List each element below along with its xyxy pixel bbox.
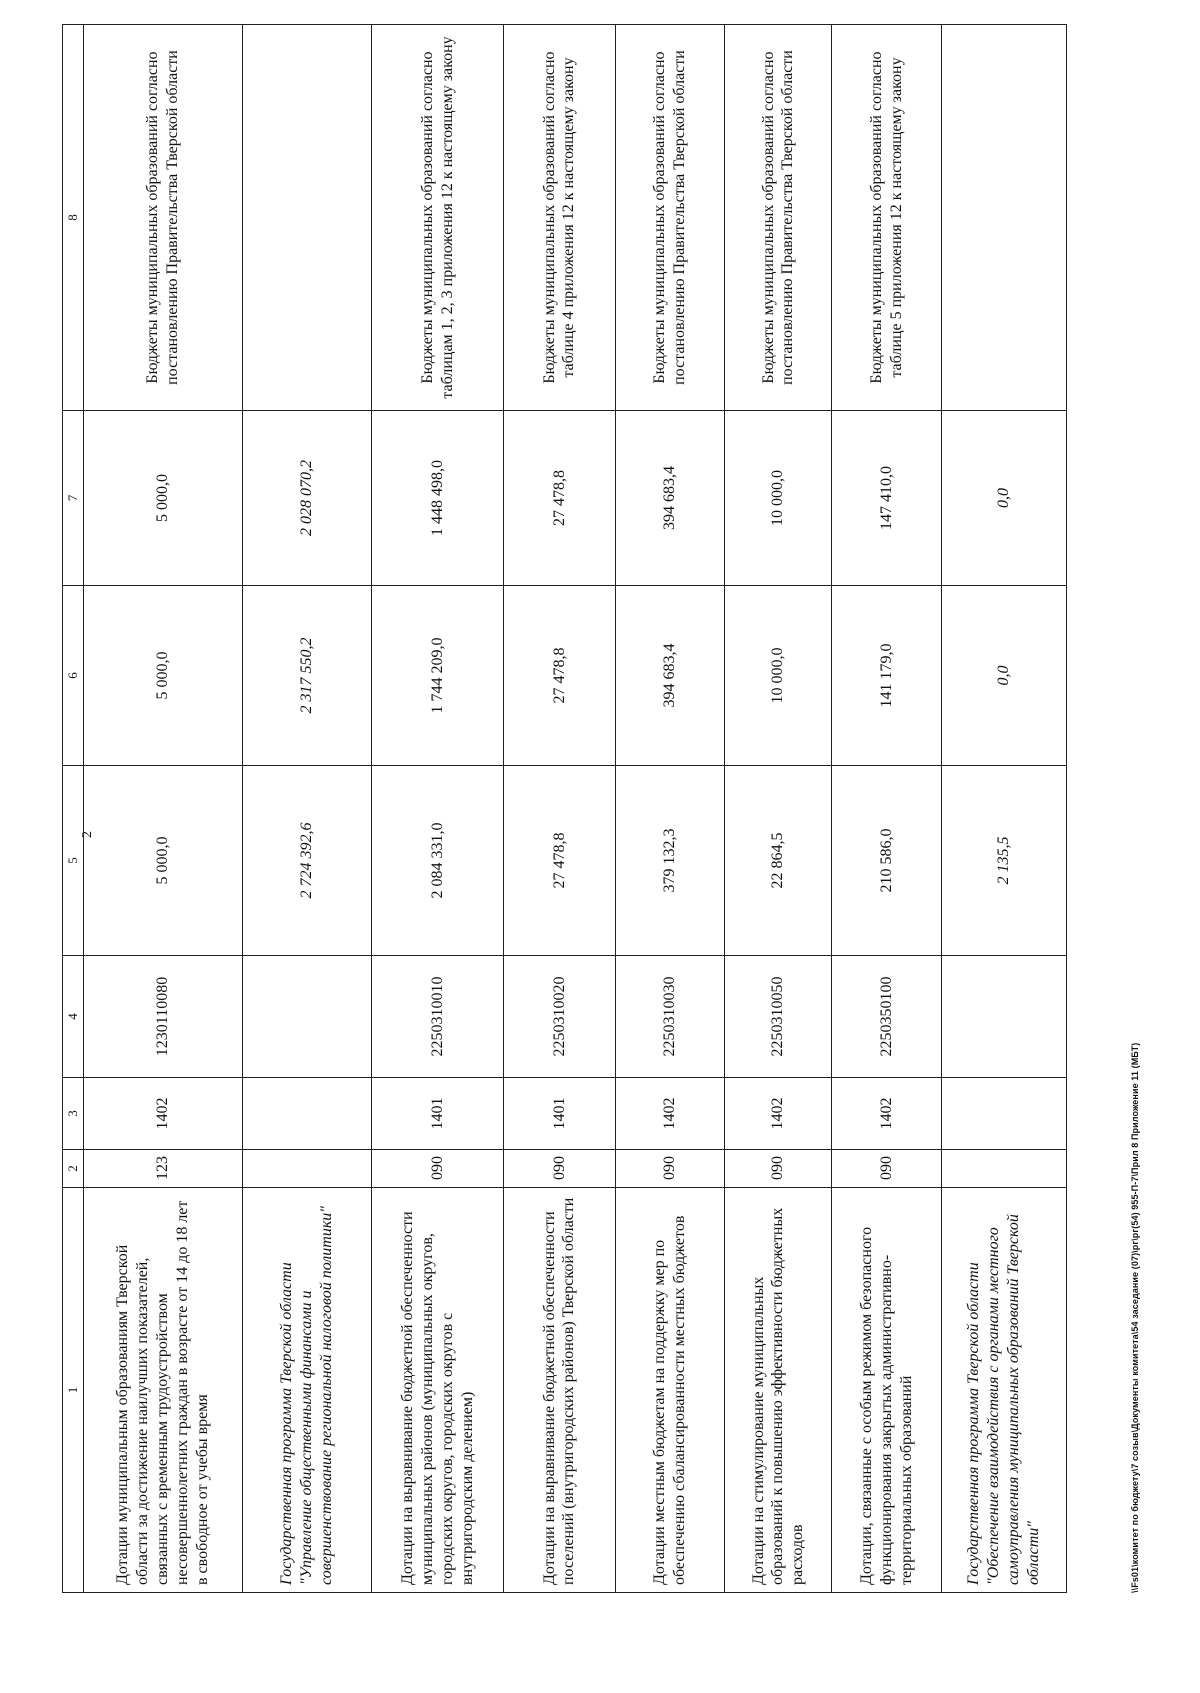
cell-c1: Государственная программа Тверской области "Обеспечение взаимодействия с органами местного самоуправления муниципальных образований Тверской области": [941, 1188, 1066, 1593]
column-number-row: [63, 25, 84, 1593]
cell-c4: [242, 956, 372, 1078]
table-row: [372, 25, 504, 1593]
cell-c1: Дотации муниципальным образованиям Тверской области за достижение наилучших показателей, связанных с временным трудоустройством несовершеннолетних граждан в возрасте от 14 до 18 лет в свободное от учебы время: [84, 1188, 243, 1593]
cell-c5: 27 478,8: [504, 766, 616, 956]
cell-c2: 090: [832, 1150, 941, 1188]
table-row: [84, 25, 243, 1593]
cell-c6: 0,0: [941, 586, 1066, 766]
cell-c4: 2250310010: [372, 956, 504, 1078]
cell-c1: Дотации, связанные с особым режимом безопасного функционирования закрытых административно-территориальных образований: [832, 1188, 941, 1593]
cell-c6: 5 000,0: [84, 586, 243, 766]
cell-c7: 147 410,0: [832, 411, 941, 586]
cell-c3: 1402: [832, 1078, 941, 1150]
column-number: 6: [63, 586, 84, 766]
table-row: [832, 25, 941, 1593]
cell-c3: [242, 1078, 372, 1150]
cell-c8: [941, 25, 1066, 411]
cell-c4: 2250310020: [504, 956, 616, 1078]
cell-c1: Дотации на стимулирование муниципальных образований к повышению эффективности бюджетных расходов: [725, 1188, 832, 1593]
cell-c8: Бюджеты муниципальных образований согласно постановлению Правительства Тверской области: [725, 25, 832, 411]
cell-c5: 2 724 392,6: [242, 766, 372, 956]
cell-c6: 1 744 209,0: [372, 586, 504, 766]
cell-c8: Бюджеты муниципальных образований согласно таблице 5 приложения 12 к настоящему закону: [832, 25, 941, 411]
cell-c7: 27 478,8: [504, 411, 616, 586]
cell-c2: 090: [504, 1150, 616, 1188]
cell-c5: 210 586,0: [832, 766, 941, 956]
cell-c8: [242, 25, 372, 411]
cell-c1: Дотации на выравнивание бюджетной обеспеченности поселений (внутригородских районов) Тверской области: [504, 1188, 616, 1593]
cell-c6: 141 179,0: [832, 586, 941, 766]
cell-c2: 123: [84, 1150, 243, 1188]
cell-c6: 2 317 550,2: [242, 586, 372, 766]
cell-c3: 1402: [725, 1078, 832, 1150]
cell-c7: 1 448 498,0: [372, 411, 504, 586]
column-number: 4: [63, 956, 84, 1078]
column-number: 8: [63, 25, 84, 411]
cell-c1: Государственная программа Тверской области "Управление общественными финансами и совершенствование региональной налоговой политики": [242, 1188, 372, 1593]
program-row: [941, 25, 1066, 1593]
cell-c4: [941, 956, 1066, 1078]
cell-c8: Бюджеты муниципальных образований согласно постановлению Правительства Тверской области: [615, 25, 724, 411]
column-number: 1: [63, 1188, 84, 1593]
cell-c5: 5 000,0: [84, 766, 243, 956]
page-number: 2: [80, 831, 95, 838]
cell-c1: Дотации местным бюджетам на поддержку мер по обеспечению сбалансированности местных бюджетов: [615, 1188, 724, 1593]
cell-c5: 22 864,5: [725, 766, 832, 956]
cell-c6: 394 683,4: [615, 586, 724, 766]
column-number: 2: [63, 1150, 84, 1188]
cell-c6: 27 478,8: [504, 586, 616, 766]
column-number: 7: [63, 411, 84, 586]
cell-c3: [941, 1078, 1066, 1150]
cell-c2: 090: [615, 1150, 724, 1188]
cell-c7: 10 000,0: [725, 411, 832, 586]
cell-c5: 2 135,5: [941, 766, 1066, 956]
cell-c4: 2250310050: [725, 956, 832, 1078]
cell-c8: Бюджеты муниципальных образований согласно таблицам 1, 2, 3 приложения 12 к настоящему закону: [372, 25, 504, 411]
column-number: 5: [63, 766, 84, 956]
cell-c5: 379 132,3: [615, 766, 724, 956]
cell-c4: 1230110080: [84, 956, 243, 1078]
cell-c1: Дотации на выравнивание бюджетной обеспеченности муниципальных районов (муниципальных округов, городских округов, городских округов с внутригородским делением): [372, 1188, 504, 1593]
column-number: 3: [63, 1078, 84, 1150]
cell-c2: 090: [372, 1150, 504, 1188]
cell-c4: 2250350100: [832, 956, 941, 1078]
table-row: [725, 25, 832, 1593]
program-row: [242, 25, 372, 1593]
transfers-table: [62, 24, 1067, 1593]
cell-c4: 2250310030: [615, 956, 724, 1078]
table-row: [615, 25, 724, 1593]
cell-c7: 2 028 070,2: [242, 411, 372, 586]
cell-c7: 5 000,0: [84, 411, 243, 586]
cell-c3: 1402: [84, 1078, 243, 1150]
footer-file-path: \\Fs01\комитет по бюджету\7 созыв\Документы комитета\54 заседание (07)\рг\рг(54) 955-П-7\Прил 8 Приложение 11 (МБТ): [1130, 1042, 1140, 1593]
cell-c2: [941, 1150, 1066, 1188]
cell-c8: Бюджеты муниципальных образований согласно таблице 4 приложения 12 к настоящему закону: [504, 25, 616, 411]
cell-c3: 1402: [615, 1078, 724, 1150]
cell-c7: 394 683,4: [615, 411, 724, 586]
table-row: [504, 25, 616, 1593]
cell-c3: 1401: [504, 1078, 616, 1150]
cell-c7: 0,0: [941, 411, 1066, 586]
cell-c2: [242, 1150, 372, 1188]
cell-c5: 2 084 331,0: [372, 766, 504, 956]
cell-c2: 090: [725, 1150, 832, 1188]
cell-c6: 10 000,0: [725, 586, 832, 766]
cell-c8: Бюджеты муниципальных образований согласно постановлению Правительства Тверской области: [84, 25, 243, 411]
cell-c3: 1401: [372, 1078, 504, 1150]
